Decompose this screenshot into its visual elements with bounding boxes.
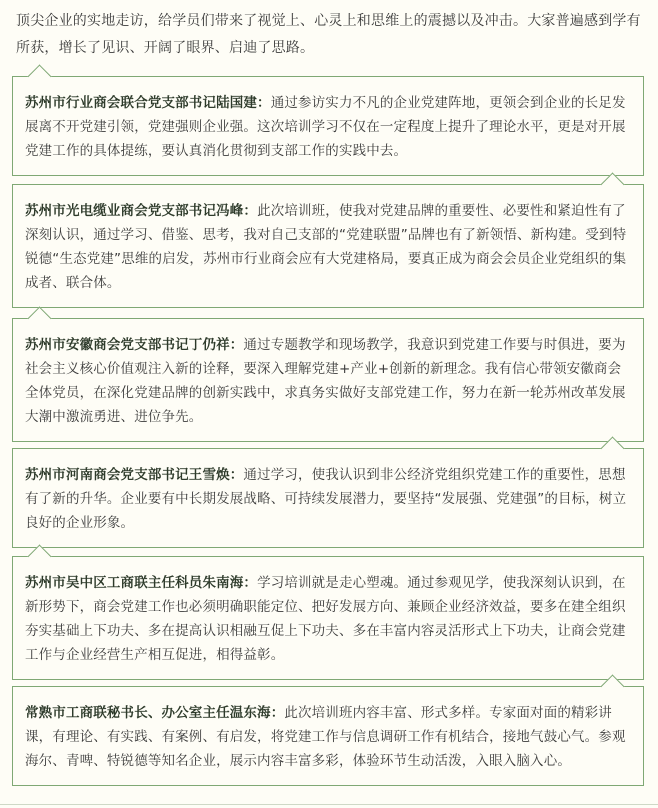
quote-text: 此次培训班，使我对党建品牌的重要性、必要性和紧迫性有了深刻认识，通过学习、借鉴、思考，我对自己支部的“党建联盟”品牌也有了新领悟、新构建。受到特锐德“生态党建”思维的启发，苏州市行业商会应有大党建格局，要真正成为商会会员企业党组织的集成者、联合体。 (25, 203, 627, 291)
quote-text: 通过专题教学和现场教学，我意识到党建工作要与时俱进，要为社会主义核心价值观注入新的诠释，要深入理解党建+产业+创新的新理念。我有信心带领安徽商会全体党员，在深化党建品牌的创新实践中，求真务实做好支部党建工作，努力在新一轮苏州改革发展大潮中激流勇进、进位争先。 (25, 337, 626, 425)
card-notch (27, 64, 51, 88)
speaker-name: 苏州市吴中区工商联主任科员朱南海： (25, 575, 258, 591)
quote-text: 学习培训就是走心塑魂。通过参观见学，使我深刻认识到，在新形势下，商会党建工作也必须明确职能定位、把好发展方向、兼顾企业经济效益，要多在建全组织夯实基础上下功夫、多在提高认识相融互促上下功夫、多在丰富内容灵活形式上下功夫，让商会党建工作与企业经营生产相互促进，相得益彰。 (25, 575, 626, 663)
quote-text: 通过学习，使我认识到非公经济党组织党建工作的重要性，思想有了新的升华。企业要有中长期发展战略、可持续发展潜力，要坚持“发展强、党建强”的目标，树立良好的企业形象。 (25, 467, 627, 531)
quote-card-5 (12, 556, 644, 680)
quote-text: 通过参访实力不凡的企业党建阵地，更领会到企业的长足发展离不开党建引领，党建强则企业强。这次培训学习不仅在一定程度上提升了理论水平，更是对开展党建工作的具体提练，要认真消化贯彻到支部工作的实践中去。 (25, 95, 626, 159)
speaker-name: 苏州市光电缆业商会党支部书记冯峰： (25, 203, 258, 219)
quote-card-2 (12, 184, 644, 308)
card-notch (27, 544, 51, 568)
quote-card-1 (12, 76, 644, 176)
card-notch (27, 306, 51, 330)
card-notch (600, 172, 624, 196)
speaker-name: 苏州市行业商会联合党支部书记陆国建： (25, 95, 271, 111)
quote-card-6 (12, 686, 644, 786)
speaker-name: 苏州市安徽商会党支部书记丁仍祥： (25, 337, 244, 353)
quote-text: 此次培训班内容丰富、形式多样。专家面对面的精彩讲课，有理论、有实践、有案例、有启发，将党建工作与信息调研工作有机结合，接地气鼓心气。参观海尔、青啤、特锐德等知名企业，展示内容丰富多彩，体验环节生动活泼，入眼入脑入心。 (25, 705, 626, 769)
quote-card-3 (12, 318, 644, 442)
intro-paragraph: 顶尖企业的实地走访，给学员们带来了视觉上、心灵上和思维上的震撼以及冲击。大家普遍感到学有所获，增长了见识、开阔了眼界、启迪了思路。 (16, 13, 641, 56)
divider (0, 804, 658, 805)
speaker-name: 常熟市工商联秘书长、办公室主任温东海： (25, 705, 285, 721)
quote-card-4 (12, 448, 644, 548)
speaker-name: 苏州市河南商会党支部书记王雪焕： (25, 467, 244, 483)
